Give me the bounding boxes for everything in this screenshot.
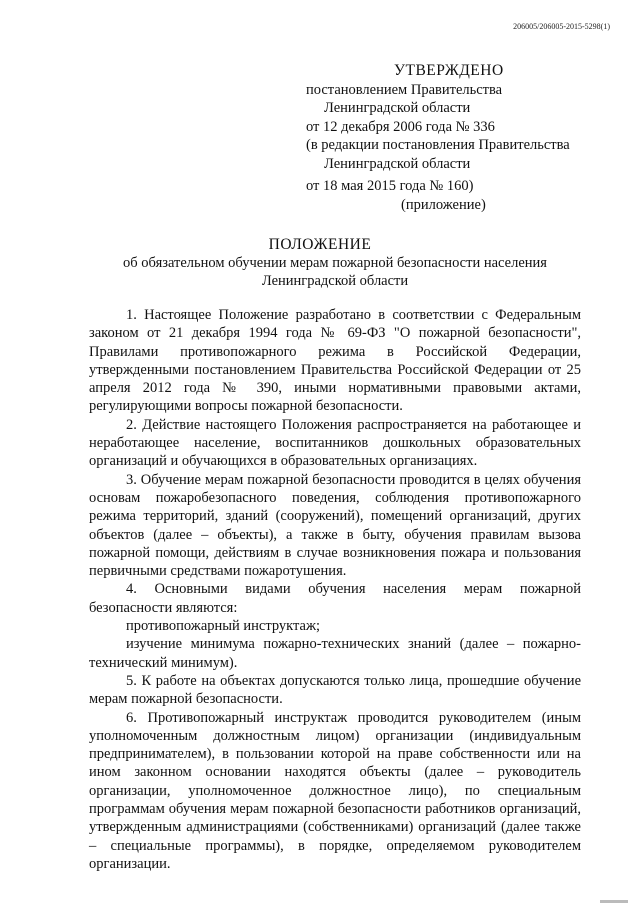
document-body <box>89 306 581 873</box>
paragraph: 3. Обучение мерам пожарной безопасности проводится в целях обучения основам пожаробезопасного поведения, соблюдения противопожарного режима территорий, зданий (сооружений), помещений организаций, других объектов (далее – объекты), а также в быту, обучения правилам вызова пожарной помощи, действиям в случае возникновения пожара и пользования первичными средствами пожаротушения. <box>89 471 581 580</box>
approval-line: (в редакции постановления Правительства <box>306 137 570 153</box>
paragraph: 6. Противопожарный инструктаж проводится руководителем (иным уполномоченным должностным лицом) организации (индивидуальным предпринимателем), в пользовании которой на праве собственности или на ином законном основании находятся объекты (далее – руководитель организации, уполномоченное должностное лицо), по специальным программам обучения мерам пожарной безопасности работников организаций, утвержденным администрациями (собственниками) организаций (далее также – специальные программы), в порядке, определяемом руководителем организации. <box>89 709 581 872</box>
scan-artifact <box>600 900 628 903</box>
document-title: ПОЛОЖЕНИЕ <box>268 236 372 253</box>
paragraph: 4. Основными видами обучения населения мерам пожарной безопасности являются: <box>89 581 581 616</box>
approval-line: постановлением Правительства <box>306 81 503 98</box>
approval-line: Ленинградской области <box>324 100 471 116</box>
list-item: противопожарный инструктаж; <box>126 618 321 635</box>
approval-block <box>306 62 606 214</box>
document-id: 206005/206005-2015-5298(1) <box>513 22 610 31</box>
paragraph: 2. Действие настоящего Положения распространяется на работающее и неработающее население, воспитанников дошкольных образовательных организаций и обучающихся в образовательных организациях. <box>89 416 581 470</box>
approval-line: от 12 декабря 2006 года № 336 <box>306 118 495 135</box>
document-subtitle: об обязательном обучении мерам пожарной безопасности населения Ленинградской области <box>123 255 547 289</box>
approval-line: от 18 мая 2015 года № 160) <box>306 178 474 194</box>
approval-line: Ленинградской области <box>324 155 471 172</box>
paragraph: 1. Настоящее Положение разработано в соответствии с Федеральным законом от 21 декабря 1994 года № 69-ФЗ "О пожарной безопасности", Правилами противопожарного режима в Российской Федерации, утвержденными постановлением Правительства Российской Федерации от 25 апреля 2012 года № 390, иными нормативными правовыми актами, регулирующими вопросы пожарной безопасности. <box>89 307 581 415</box>
list-item: изучение минимума пожарно-технических знаний (далее – пожарно-технический минимум). <box>89 636 581 671</box>
approval-heading: УТВЕРЖДЕНО <box>394 62 504 79</box>
approval-appendix: (приложение) <box>401 196 486 213</box>
paragraph: 5. К работе на объектах допускаются только лица, прошедшие обучение мерам пожарной безопасности. <box>89 672 581 708</box>
